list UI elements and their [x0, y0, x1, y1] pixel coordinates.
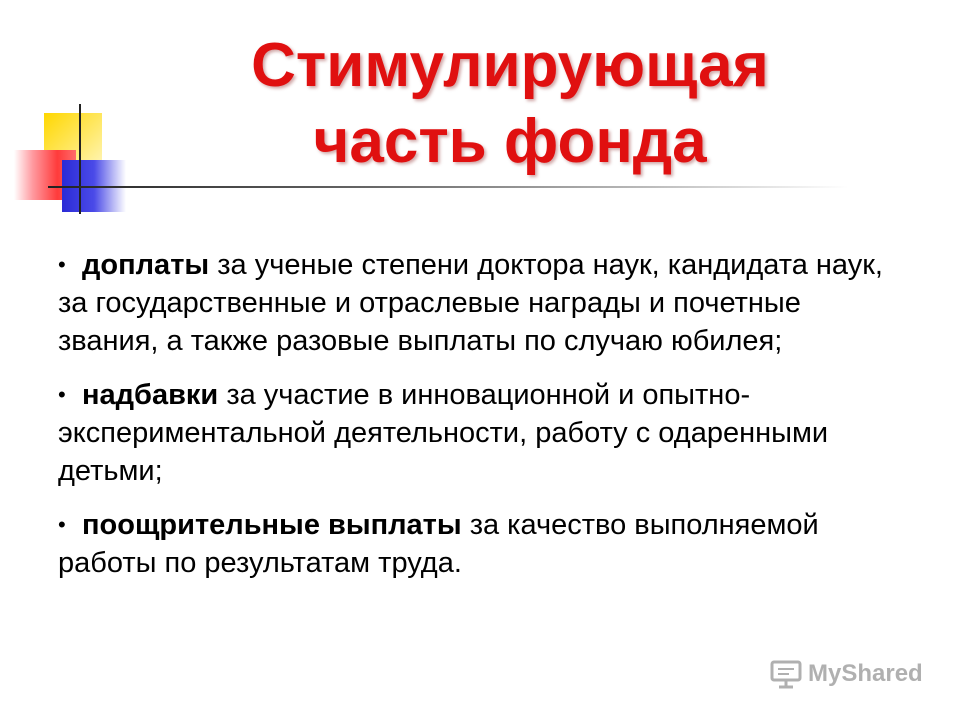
list-item [58, 506, 908, 582]
list-item [58, 246, 908, 360]
bullet-marker: • [58, 252, 66, 277]
slide-title-line-2: часть фонда [313, 107, 707, 176]
list-item [58, 376, 908, 490]
watermark-logo [770, 656, 923, 692]
title-underline [48, 186, 848, 188]
presentation-board-icon [770, 659, 802, 689]
list-item-term: доплаты [82, 249, 210, 281]
list-item-term: надбавки [82, 379, 219, 411]
bullet-marker: • [58, 382, 66, 407]
list-item-term: поощрительные выплаты [82, 509, 462, 541]
bullet-list [58, 246, 908, 598]
list-item-text: за качество выполняемой работы по результатам труда. [58, 509, 819, 579]
slide-title [130, 28, 890, 180]
decor-vertical-line [79, 104, 81, 214]
slide-title-line-1: Стимулирующая [251, 31, 769, 100]
list-item-text: за участие в инновационной и опытно-экспериментальной деятельности, работу с одаренными детьми; [58, 379, 829, 487]
bullet-marker: • [58, 512, 66, 537]
list-item-text: за ученые степени доктора наук, кандидата наук, за государственные и отраслевые награды и почетные звания, а также разовые выплаты по случаю юбилея; [58, 249, 883, 357]
watermark-text: MyShared [808, 660, 923, 687]
